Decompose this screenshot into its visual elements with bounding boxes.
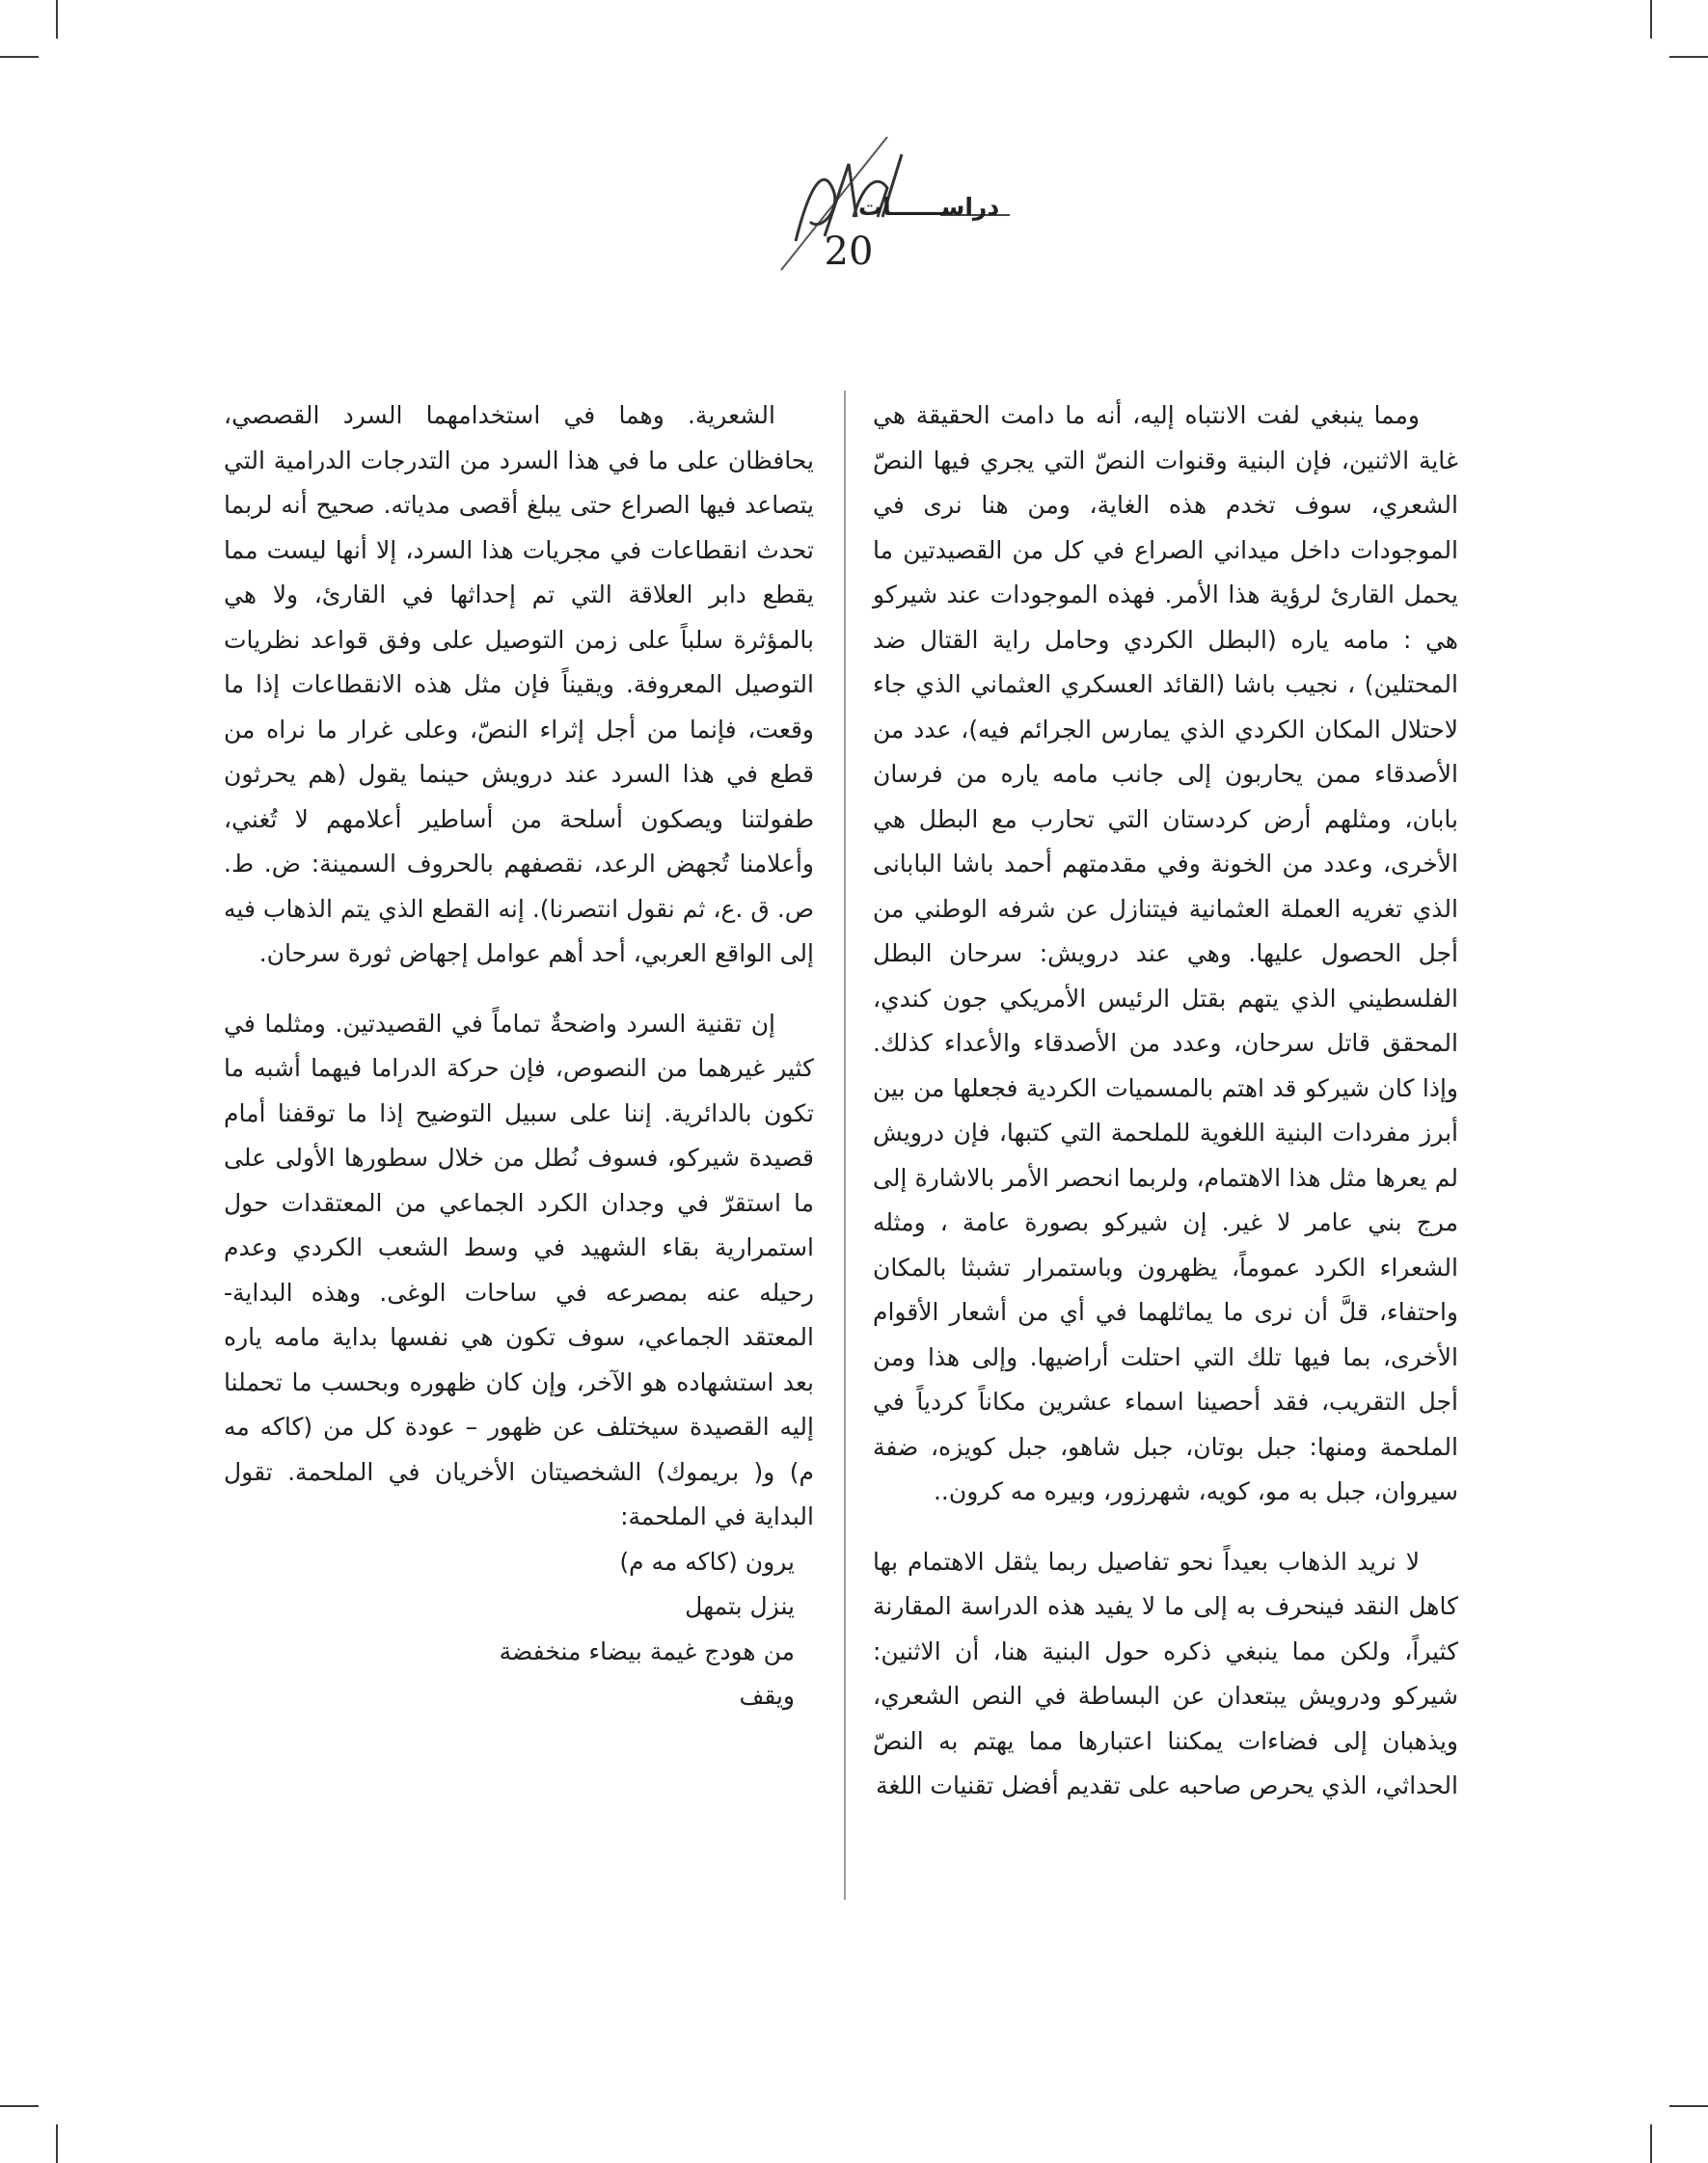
paragraph: إن تقنية السرد واضحةٌ تماماً في القصيدتين. ومثلما في كثير غيرهما من النصوص، فإن حركة الدراما فيهما أشبه ما تكون بالدائرية. إننا على سبيل التوضيح إذا ما توقفنا أمام قصيدة شيركو، فسوف نُطل من خلال سطورها الأولى على ما استقرّ في وجدان الكرد الجماعي من المعتقدات حول استمرارية بقاء الشهيد في وسط الشعب الكردي وعدم رحيله عنه بمصرعه في ساحات الوغى. وهذه البداية- المعتقد الجماعي، سوف تكون هي نفسها بداية مامه ياره بعد استشهاده هو الآخر، وإن كان ظهوره وبحسب ما تحملنا إليه القصيدة سيختلف عن ظهور – عودة كل من (كاكه مه م) و( بريموك) الشخصيتان الأخريان في الملحمة. تقول البداية في الملحمة:	[224, 1009, 814, 1530]
crop-mark-bl-h	[0, 2105, 39, 2107]
verse-line: يرون (كاكه مه م)	[619, 1547, 795, 1576]
verse-line: من هودج غيمة بيضاء منخفضة	[499, 1636, 795, 1665]
verse-line: ينزل بتمهل	[685, 1592, 795, 1620]
verse-line: ويقف	[739, 1682, 795, 1710]
paragraph: الشعرية. وهما في استخدامهما السرد القصصي، يحافظان على ما في هذا السرد من التدرجات الدرامية التي يتصاعد فيها الصراع حتى يبلغ أقصى مدياته. صحيح أنه لربما تحدث انقطاعات في مجريات هذا السرد، إلا أنها ليست مما يقطع دابر العلاقة التي تم إحداثها في القارئ، ولا هي بالمؤثرة سلباً على زمن التوصيل على وفق قواعد نظريات التوصيل المعروفة. ويقيناً فإن مثل هذه الانقطاعات إذا ما وقعت، فإنما من أجل إثراء النصّ، وعلى غرار ما نراه من قطع في هذا السرد عند درويش حينما يقول (هم يحرثون طفولتنا ويصكون أسلحة من أساطير أعلامهم لا تُغني، وأعلامنا تُجهض الرعد، نقصفهم بالحروف السمينة: ض. ط. ص. ق .ع، ثم نقول انتصرنا). إنه القطع الذي يتم الذهاب فيه إلى الواقع العربي، أحد أهم عوامل إجهاض ثورة سرحان.	[224, 401, 814, 967]
crop-mark-bl-v	[56, 2124, 58, 2163]
column-divider	[844, 391, 846, 1900]
section-title: دراســــــات	[858, 193, 1000, 221]
paragraph: ومما ينبغي لفت الانتباه إليه، أنه ما دامت الحقيقة هي غاية الاثنين، فإن البنية وقنوات النصّ التي يجري فيها النصّ الشعري، سوف تخدم هذه الغاية، ومن هنا نرى في الموجودات داخل ميداني الصراع في كل من القصيدتين ما يحمل القارئ لرؤية هذا الأمر. فهذه الموجودات عند شيركو هي : مامه ياره (البطل الكردي وحامل راية القتال ضد المحتلين) ، نجيب باشا (القائد العسكري العثماني الذي جاء لاحتلال المكان الكردي الذي يمارس الجرائم فيه)، عدد من الأصدقاء ممن يحاربون إلى جانب مامه ياره من فرسان بابان، ومثلهم أرض كردستان التي تحارب مع البطل هي الأخرى، وعدد من الخونة وفي مقدمتهم أحمد باشا البابانى الذي تغريه العملة العثمانية فيتنازل عن شرفه الوطني من أجل الحصول عليها. وهي عند درويش: سرحان البطل الفلسطيني الذي يتهم بقتل الرئيس الأمريكي جون كندي، المحقق قاتل سرحان، وعدد من الأصدقاء والأعداء كذلك. وإذا كان شيركو قد اهتم بالمسميات الكردية فجعلها من بين أبرز مفردات البنية اللغوية للملحمة التي كتبها، فإن درويش لم يعرها مثل هذا الاهتمام، ولربما انحصر الأمر بالاشارة إلى مرج بني عامر لا غير. إن شيركو بصورة عامة ، ومثله الشعراء الكرد عموماً، يظهرون وباستمرار تشبثا بالمكان واحتفاء، قلَّ أن نرى ما يماثلهما في أي من أشعار الأقوام الأخرى، بما فيها تلك التي احتلت أراضيها. وإلى هذا ومن أجل التقريب، فقد أحصينا اسماء عشرين مكاناً كردياً في الملحمة ومنها: جبل بوتان، جبل شاهو، جبل كويزه، ضفة سيروان، جبل به مو، كويه، شهرزور، وبيره مه كرون..	[873, 401, 1458, 1505]
text-column-left	[224, 393, 814, 1719]
crop-mark-br-v	[1650, 2124, 1652, 2163]
crop-mark-tr-v	[1650, 0, 1652, 39]
crop-mark-tl-h	[0, 56, 39, 58]
crop-mark-tl-v	[56, 0, 58, 39]
paragraph: لا نريد الذهاب بعيداً نحو تفاصيل ربما يثقل الاهتمام بها كاهل النقد فينحرف به إلى ما لا يفيد هذه الدراسة المقارنة كثيراً، ولكن مما ينبغي ذكره حول البنية هنا، أن الاثنين: شيركو ودرويش يبتعدان عن البساطة في النص الشعري، ويذهبان إلى فضاءات يمكننا اعتبارها مما يهتم به النصّ الحداثي، الذي يحرص صاحبه على تقديم أفضل تقنيات اللغة	[873, 1547, 1458, 1799]
crop-mark-tr-h	[1669, 56, 1708, 58]
page-number: 20	[824, 230, 874, 274]
page-header	[0, 125, 1708, 289]
text-column-right	[873, 393, 1458, 1809]
crop-mark-br-h	[1669, 2105, 1708, 2107]
